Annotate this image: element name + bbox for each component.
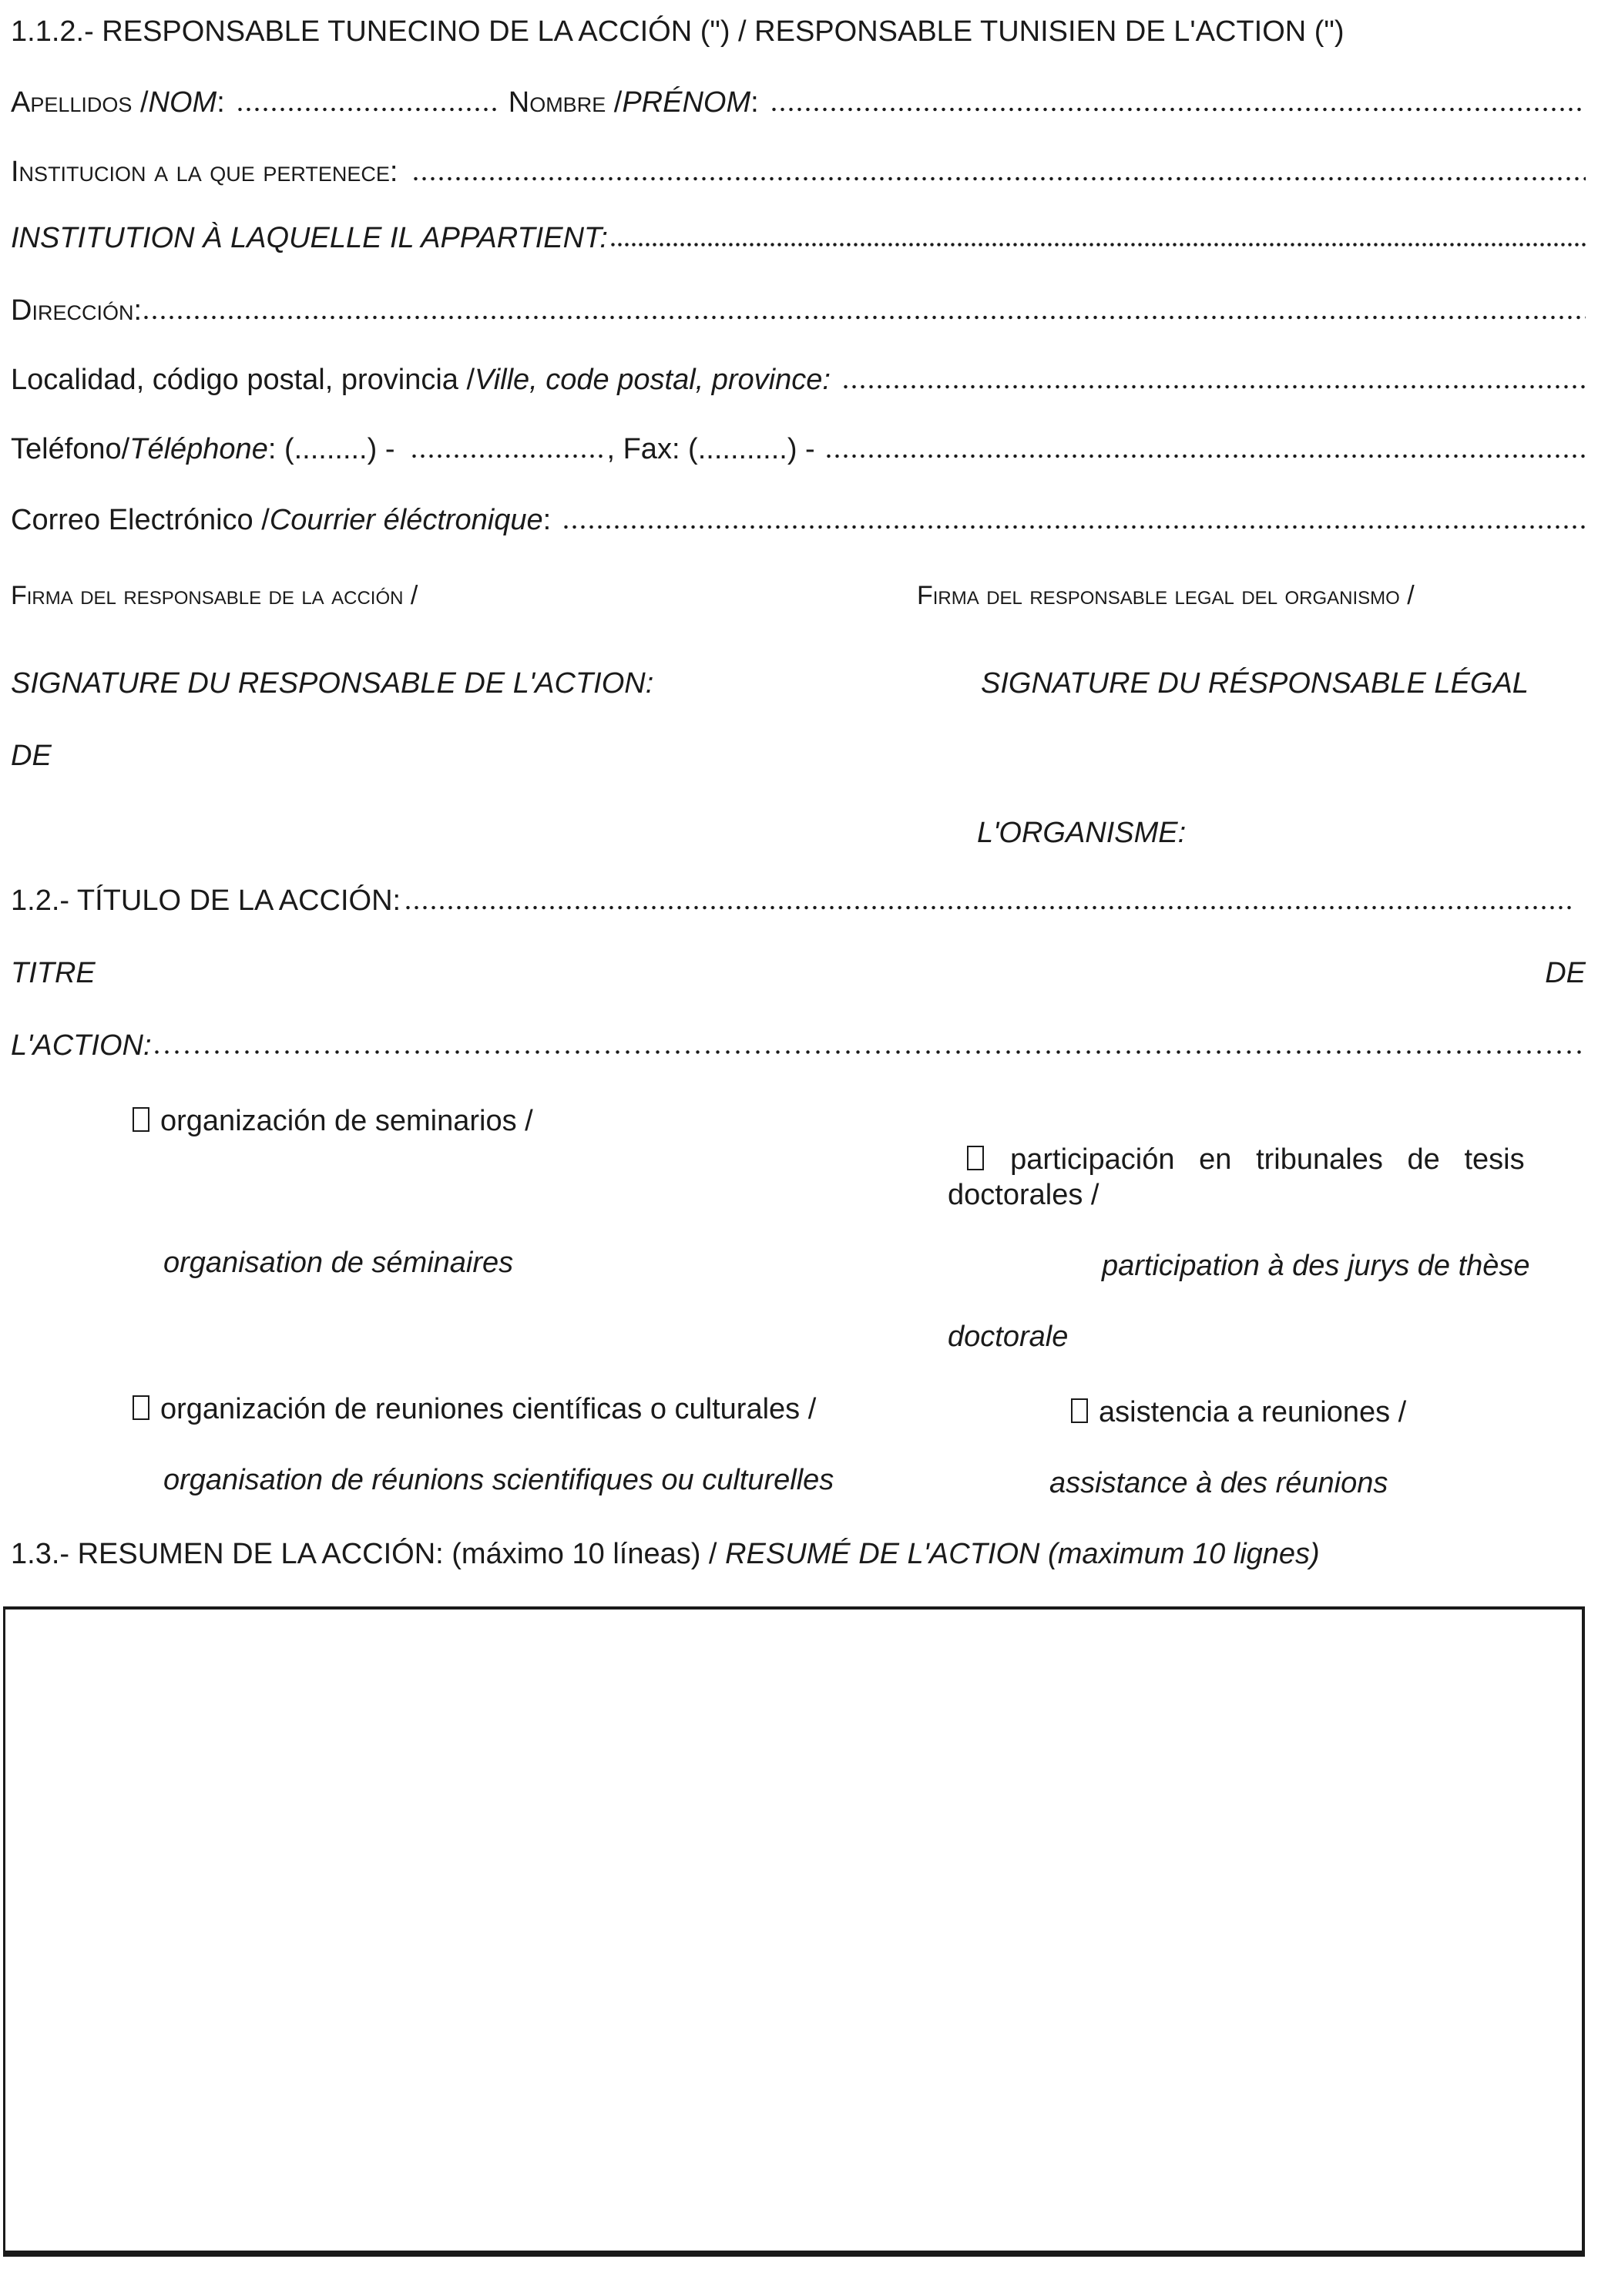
direccion-row	[11, 293, 1586, 328]
option-label: participación en tribunales de tesis	[1010, 1143, 1525, 1176]
option-seminarios[interactable]	[133, 1103, 533, 1139]
resumen-heading-es: 1.3.- RESUMEN DE LA ACCIÓN: (máximo 10 líneas) /	[11, 1538, 726, 1570]
option-tribunales-cont: doctorales /	[948, 1179, 1099, 1211]
firma-accion-label: Firma del responsable de la acción /	[11, 581, 418, 610]
option-seminarios-fr: organisation de séminaires	[163, 1247, 514, 1279]
laction-label: L'ACTION:	[11, 1029, 152, 1062]
direccion-label: Dirección:	[11, 294, 143, 327]
telephone-label: Téléphone	[129, 433, 268, 465]
option-label: organización de reuniones científicas o culturales /	[160, 1393, 817, 1425]
institucion-field[interactable]	[411, 176, 1586, 181]
summary-textarea[interactable]	[5, 1610, 1582, 2251]
telefono-row	[11, 431, 1586, 467]
option-tribunales-fr: participation à des jurys de thèse	[1102, 1250, 1530, 1282]
section-heading-responsable	[11, 14, 1598, 49]
option-reuniones-cientificas[interactable]	[133, 1391, 816, 1427]
ville-label: Ville, code postal, province:	[475, 364, 831, 396]
option-tribunales[interactable]	[951, 1106, 1525, 1177]
institucion-label: Institucion a la que pertenece:	[11, 156, 398, 188]
titre-label: TITRE	[11, 957, 96, 989]
checkbox-asistencia[interactable]	[1071, 1398, 1088, 1423]
apellidos-field[interactable]	[236, 107, 498, 112]
titulo-row	[11, 883, 1572, 918]
heading-text: 1.1.2.- RESPONSABLE TUNECINO DE LA ACCIÓN (") / RESPONSABLE TUNISIEN DE L'ACTION (")	[11, 15, 1345, 48]
option-label: asistencia a reuniones /	[1099, 1396, 1407, 1428]
correo-field[interactable]	[562, 525, 1586, 529]
institution-fr-row	[11, 220, 1586, 256]
colon: :	[750, 86, 759, 119]
fax-label[interactable]: , Fax: (...........) -	[606, 433, 815, 465]
localidad-label: Localidad, código postal, provincia /	[11, 364, 475, 396]
direccion-field[interactable]	[142, 315, 1586, 320]
option-asistencia[interactable]	[1071, 1395, 1406, 1430]
apellidos-label: Apellidos /	[11, 86, 149, 119]
firma-legal-label: Firma del responsable legal del organismo /	[917, 581, 1415, 610]
laction-row	[11, 1028, 1586, 1063]
telefono-prefix[interactable]: : (.........) -	[267, 433, 395, 465]
localidad-field[interactable]	[841, 384, 1586, 389]
summary-box[interactable]	[3, 1606, 1585, 2257]
signature-accion-label: SIGNATURE DU RESPONSABLE DE L'ACTION:	[11, 667, 654, 700]
nombre-field[interactable]	[770, 107, 1586, 112]
titre-field[interactable]	[152, 1050, 1586, 1055]
name-row	[11, 85, 1586, 120]
titulo-heading: 1.2.- TÍTULO DE LA ACCIÓN:	[11, 884, 401, 917]
option-asistencia-fr: assistance à des réunions	[1049, 1467, 1388, 1499]
option-tribunales-fr-cont: doctorale	[948, 1321, 1069, 1353]
de-fragment: DE	[11, 740, 52, 772]
option-label: organización de seminarios /	[160, 1105, 533, 1137]
colon: :	[217, 86, 225, 119]
organisme-label: L'ORGANISME:	[977, 817, 1187, 849]
checkbox-reuniones-cientificas[interactable]	[133, 1395, 149, 1420]
checkbox-seminarios[interactable]	[133, 1107, 149, 1132]
resumen-heading-fr: RESUMÉ DE L'ACTION (maximum 10 lignes)	[725, 1538, 1320, 1570]
institution-fr-field[interactable]	[609, 243, 1586, 247]
courrier-label: Courrier éléctronique	[269, 504, 543, 536]
checkbox-tribunales[interactable]	[967, 1146, 984, 1170]
resumen-heading	[11, 1536, 1320, 1572]
correo-row	[11, 502, 1586, 538]
correo-label: Correo Electrónico /	[11, 504, 270, 536]
telefono-label: Teléfono/	[11, 433, 130, 465]
titre-de-label: DE	[1545, 957, 1586, 989]
institution-fr-label: INSTITUTION À LAQUELLE IL APPARTIENT:	[11, 222, 608, 254]
telefono-field[interactable]	[410, 454, 606, 458]
fax-field[interactable]	[824, 454, 1586, 458]
signature-legal-label: SIGNATURE DU RÉSPONSABLE LÉGAL	[981, 667, 1529, 700]
titulo-field[interactable]	[404, 905, 1572, 910]
nom-label: NOM	[148, 86, 217, 119]
option-reuniones-cientificas-fr: organisation de réunions scientifiques ou culturelles	[163, 1464, 834, 1496]
nombre-label: Nombre /	[508, 86, 623, 119]
localidad-row	[11, 362, 1586, 398]
colon: :	[542, 504, 552, 536]
prenom-label: PRÉNOM	[622, 86, 751, 119]
institucion-row	[11, 154, 1586, 190]
